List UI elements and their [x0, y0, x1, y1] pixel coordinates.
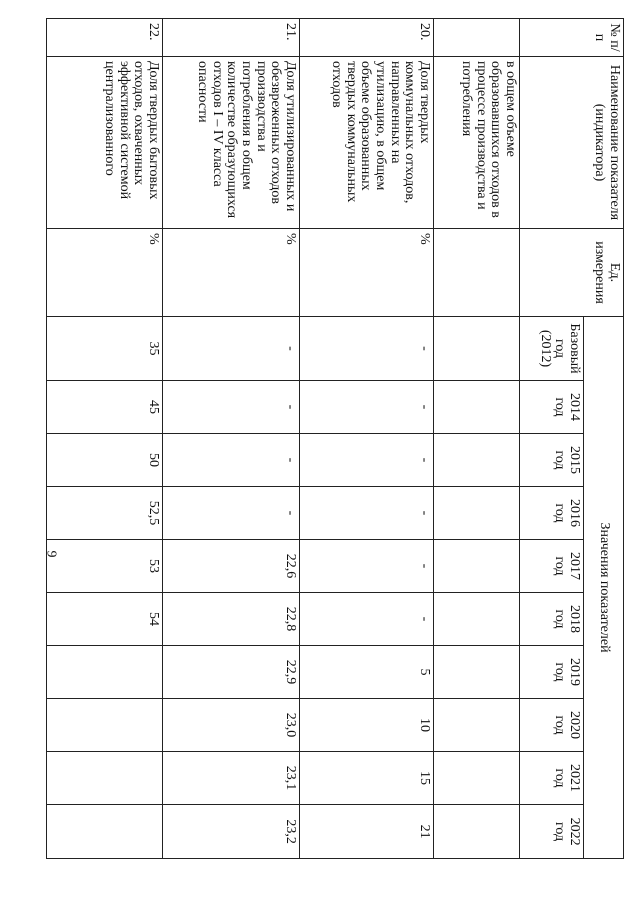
header-num: № п/п [520, 19, 624, 57]
row-value: 52,5 [47, 487, 163, 540]
rotated-table-container [47, 18, 624, 858]
row-value: - [300, 434, 434, 487]
row-value: - [163, 487, 300, 540]
row-value: 5 [300, 646, 434, 699]
row-value: 21 [300, 805, 434, 859]
row-value: - [163, 317, 300, 381]
row-value [434, 540, 520, 593]
header-unit: Ед. измерения [520, 229, 624, 317]
row-value: - [300, 487, 434, 540]
row-name: в общем объеме образовавшихся отходов в процессе производства и потребления [434, 57, 520, 229]
row-num [434, 19, 520, 57]
header-year-2017: 2017 год [520, 540, 584, 593]
table-row [163, 19, 300, 859]
row-value [434, 752, 520, 805]
header-year-2021: 2021 год [520, 752, 584, 805]
row-name: Доля утилизированных и обезвреженных отходов производства и потребления в общем количестве образующихся отходов I – IV класса опасности [163, 57, 300, 229]
row-unit: % [163, 229, 300, 317]
header-year-2015: 2015 год [520, 434, 584, 487]
row-unit: % [47, 229, 163, 317]
row-value: 15 [300, 752, 434, 805]
row-value: 45 [47, 381, 163, 434]
row-value [434, 699, 520, 752]
row-value: 23,1 [163, 752, 300, 805]
header-year-2022: 2022 год [520, 805, 584, 859]
row-value: 53 [47, 540, 163, 593]
row-value: 23,2 [163, 805, 300, 859]
row-value [434, 381, 520, 434]
row-value: - [300, 381, 434, 434]
row-name: Доля твердых коммунальных отходов, направленных на утилизацию, в общем объеме образованных твердых коммунальных отходов [300, 57, 434, 229]
header-year-base: Базовый год (2012) [520, 317, 584, 381]
header-year-2014: 2014 год [520, 381, 584, 434]
row-value [434, 593, 520, 646]
header-year-2020: 2020 год [520, 699, 584, 752]
table-row [300, 19, 434, 859]
row-value: - [163, 434, 300, 487]
table-row [47, 19, 163, 859]
row-unit: % [300, 229, 434, 317]
row-value [47, 646, 163, 699]
table-row [434, 19, 520, 859]
row-value: 22,8 [163, 593, 300, 646]
row-unit [434, 229, 520, 317]
row-value: - [163, 381, 300, 434]
row-value: 22,6 [163, 540, 300, 593]
row-value: 50 [47, 434, 163, 487]
row-value [434, 805, 520, 859]
indicators-table [46, 18, 624, 859]
row-value [434, 434, 520, 487]
row-value: 10 [300, 699, 434, 752]
header-values-group: Значения показателей [584, 317, 624, 859]
row-value: - [300, 317, 434, 381]
row-value: 54 [47, 593, 163, 646]
header-year-2016: 2016 год [520, 487, 584, 540]
header-name: Наименование показателя (индикатора) [520, 57, 624, 229]
row-value: 22,9 [163, 646, 300, 699]
row-value: - [300, 540, 434, 593]
row-num: 21. [163, 19, 300, 57]
row-value: 23,0 [163, 699, 300, 752]
row-value [434, 646, 520, 699]
row-value [434, 317, 520, 381]
row-name: Доля твердых бытовых отходов, охваченных эффективной системой централизованного [47, 57, 163, 229]
row-value [47, 752, 163, 805]
header-year-2018: 2018 год [520, 593, 584, 646]
header-year-2019: 2019 год [520, 646, 584, 699]
page-number: 9 [43, 550, 59, 558]
row-value [47, 699, 163, 752]
row-value: - [300, 593, 434, 646]
row-num: 22. [47, 19, 163, 57]
row-value [47, 805, 163, 859]
row-value: 35 [47, 317, 163, 381]
row-value [434, 487, 520, 540]
row-num: 20. [300, 19, 434, 57]
